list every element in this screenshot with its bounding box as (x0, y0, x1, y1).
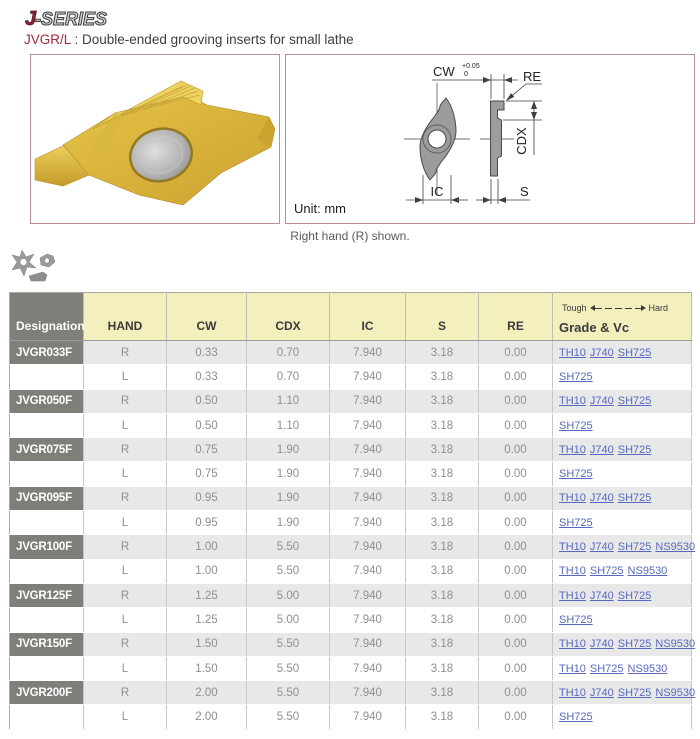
cdx-label: CDX (514, 127, 529, 155)
grades-cell (553, 559, 692, 583)
designation-cell: JVGR200F (10, 681, 84, 705)
hand-cell: L (84, 559, 167, 583)
grade-link[interactable]: SH725 (559, 419, 593, 432)
header-hand: HAND (84, 293, 167, 341)
side-view-insert (491, 101, 505, 176)
re-cell: 0.00 (479, 559, 553, 583)
designation-cell: JVGR125F (10, 583, 84, 607)
re-cell: 0.00 (479, 413, 553, 437)
re-cell: 0.00 (479, 341, 553, 365)
designation-cell: JVGL125F (10, 608, 84, 632)
hand-cell: L (84, 656, 167, 680)
grade-link[interactable]: SH725 (559, 370, 593, 383)
header-designation: Designation (10, 293, 84, 341)
cw-cell: 0.75 (167, 462, 247, 486)
designation-cell: JVGL033F (10, 365, 84, 389)
hand-cell: R (84, 341, 167, 365)
table-row (10, 389, 692, 413)
hand-cell: L (84, 511, 167, 535)
re-cell: 0.00 (479, 632, 553, 656)
re-cell: 0.00 (479, 389, 553, 413)
grade-link[interactable]: SH725 (617, 395, 652, 408)
table-body (10, 341, 696, 730)
grade-link[interactable]: J740 (589, 686, 614, 699)
cdx-cell: 5.50 (247, 681, 330, 705)
grade-link[interactable]: TH10 (559, 346, 586, 359)
grade-link[interactable]: TH10 (559, 589, 586, 602)
grade-link[interactable]: SH725 (559, 711, 593, 724)
cw-cell: 0.75 (167, 438, 247, 462)
ic-cell: 7.940 (330, 681, 406, 705)
ic-cell: 7.940 (330, 705, 406, 729)
cw-tolerance-plus: +0.05 (462, 63, 480, 70)
ic-cell: 7.940 (330, 632, 406, 656)
cdx-cell: 5.50 (247, 656, 330, 680)
header-grade (553, 293, 692, 341)
unit-label: Unit: mm (294, 201, 346, 216)
grades-cell (553, 681, 696, 705)
s-cell: 3.18 (406, 462, 479, 486)
re-cell: 0.00 (479, 438, 553, 462)
cdx-cell: 5.50 (247, 559, 330, 583)
designation-cell: JVGR100F (10, 535, 84, 559)
right-hand-note: Right hand (R) shown. (290, 229, 410, 243)
designation-cell: JVGL200F (10, 705, 84, 729)
grade-link[interactable]: J740 (589, 492, 614, 505)
s-cell: 3.18 (406, 535, 479, 559)
grade-link[interactable]: TH10 (559, 443, 586, 456)
hand-cell: L (84, 365, 167, 389)
table-row (10, 608, 692, 632)
grade-link[interactable]: SH725 (559, 468, 593, 481)
designation-cell: JVGL150F (10, 656, 84, 680)
tough-label: Tough (562, 303, 587, 313)
grade-link[interactable]: SH725 (617, 589, 652, 602)
table-row (10, 438, 692, 462)
s-cell: 3.18 (406, 511, 479, 535)
ic-cell: 7.940 (330, 608, 406, 632)
grade-link[interactable]: SH725 (589, 662, 624, 675)
right-arrow-icon (641, 305, 646, 311)
hand-cell: R (84, 583, 167, 607)
designation-cell: JVGL075F (10, 462, 84, 486)
grade-link[interactable]: J740 (589, 541, 614, 554)
hard-label: Hard (648, 303, 669, 313)
grades-cell (553, 535, 696, 559)
s-cell: 3.18 (406, 632, 479, 656)
ic-cell: 7.940 (330, 462, 406, 486)
grades-cell (553, 438, 692, 462)
ic-cell: 7.940 (330, 583, 406, 607)
designation-cell: JVGR095F (10, 486, 84, 510)
table-row (10, 341, 692, 365)
s-cell: 3.18 (406, 583, 479, 607)
re-cell: 0.00 (479, 583, 553, 607)
grade-link[interactable]: SH725 (617, 541, 652, 554)
cw-cell: 2.00 (167, 681, 247, 705)
table-row (10, 656, 692, 680)
hand-cell: R (84, 389, 167, 413)
ic-cell: 7.940 (330, 365, 406, 389)
designation-cell: JVGR075F (10, 438, 84, 462)
cdx-cell: 1.10 (247, 413, 330, 437)
designation-cell: JVGR150F (10, 632, 84, 656)
j-series-logo (24, 6, 700, 30)
grade-vc-label: Grade & Vc (559, 320, 630, 335)
cdx-cell: 0.70 (247, 341, 330, 365)
ic-cell: 7.940 (330, 535, 406, 559)
hand-cell: R (84, 632, 167, 656)
cdx-cell: 5.00 (247, 583, 330, 607)
designation-cell: JVGR050F (10, 389, 84, 413)
cdx-cell: 5.50 (247, 535, 330, 559)
header-cw: CW (167, 293, 247, 341)
grade-link[interactable]: SH725 (617, 443, 652, 456)
ic-cell: 7.940 (330, 341, 406, 365)
scale-dash-line (595, 308, 641, 309)
front-view-hole (428, 130, 446, 148)
s-cell: 3.18 (406, 438, 479, 462)
hand-cell: R (84, 438, 167, 462)
cw-cell: 1.50 (167, 656, 247, 680)
grade-link[interactable]: J740 (589, 346, 614, 359)
grades-cell (553, 608, 692, 632)
grade-link[interactable]: NS9530 (655, 686, 696, 699)
hand-cell: L (84, 462, 167, 486)
header-s: S (406, 293, 479, 341)
insert-photo (30, 54, 280, 224)
cdx-cell: 5.00 (247, 608, 330, 632)
cw-cell: 2.00 (167, 705, 247, 729)
table-row (10, 583, 692, 607)
cw-cell: 1.25 (167, 608, 247, 632)
table-row (10, 535, 692, 559)
grade-link[interactable]: TH10 (559, 541, 586, 554)
grades-cell (553, 656, 692, 680)
cw-cell: 0.33 (167, 365, 247, 389)
grade-link[interactable]: TH10 (559, 395, 586, 408)
grades-cell (553, 341, 692, 365)
tough-hard-scale (559, 303, 691, 313)
hand-cell: R (84, 535, 167, 559)
designation-cell: JVGL100F (10, 559, 84, 583)
logo-series: -SERIES (35, 9, 108, 29)
ic-cell: 7.940 (330, 486, 406, 510)
s-cell: 3.18 (406, 389, 479, 413)
grades-cell (553, 705, 692, 729)
cdx-cell: 0.70 (247, 365, 330, 389)
grade-link[interactable]: SH725 (617, 492, 652, 505)
designation-cell: JVGL095F (10, 511, 84, 535)
grades-cell (553, 511, 692, 535)
header-re: RE (479, 293, 553, 341)
series-code: JVGR/L (24, 32, 71, 47)
table-row (10, 681, 692, 705)
ic-cell: 7.940 (330, 413, 406, 437)
grade-link[interactable]: J740 (589, 443, 614, 456)
cw-cell: 1.50 (167, 632, 247, 656)
cw-tolerance-zero: 0 (464, 71, 468, 78)
series-description: : Double-ended grooving inserts for small lathe (70, 32, 354, 47)
cdx-cell: 1.90 (247, 438, 330, 462)
grade-link[interactable]: TH10 (559, 638, 586, 651)
s-cell: 3.18 (406, 486, 479, 510)
grade-link[interactable]: SH725 (617, 638, 652, 651)
cdx-cell: 1.90 (247, 486, 330, 510)
grade-link[interactable]: TH10 (559, 492, 586, 505)
cw-cell: 0.95 (167, 511, 247, 535)
cdx-cell: 5.50 (247, 705, 330, 729)
re-cell: 0.00 (479, 681, 553, 705)
ic-cell: 7.940 (330, 389, 406, 413)
cdx-cell: 5.50 (247, 632, 330, 656)
s-cell: 3.18 (406, 608, 479, 632)
re-label: RE (523, 69, 542, 84)
grade-link[interactable]: J740 (589, 395, 614, 408)
grades-cell (553, 486, 692, 510)
insert-thumbnails-icon (9, 248, 700, 288)
grade-link[interactable]: NS9530 (627, 565, 668, 578)
grades-cell (553, 389, 692, 413)
ic-cell: 7.940 (330, 438, 406, 462)
designation-cell: JVGL050F (10, 413, 84, 437)
table-row (10, 559, 692, 583)
grade-link[interactable]: SH725 (617, 346, 652, 359)
s-cell: 3.18 (406, 656, 479, 680)
table-row (10, 413, 692, 437)
header-row (10, 293, 692, 341)
s-cell: 3.18 (406, 413, 479, 437)
cw-cell: 0.95 (167, 486, 247, 510)
designation-cell: JVGR033F (10, 341, 84, 365)
ic-cell: 7.940 (330, 656, 406, 680)
re-cell: 0.00 (479, 462, 553, 486)
re-cell: 0.00 (479, 535, 553, 559)
header-ic: IC (330, 293, 406, 341)
grade-link[interactable]: TH10 (559, 662, 586, 675)
s-cell: 3.18 (406, 559, 479, 583)
cw-cell: 1.25 (167, 583, 247, 607)
table-row (10, 486, 692, 510)
ic-cell: 7.940 (330, 559, 406, 583)
re-cell: 0.00 (479, 608, 553, 632)
grade-link[interactable]: TH10 (559, 686, 586, 699)
re-cell: 0.00 (479, 511, 553, 535)
logo-j: J (25, 8, 37, 30)
grade-link[interactable]: SH725 (559, 613, 593, 626)
table-row (10, 705, 692, 729)
grade-link[interactable]: SH725 (589, 565, 624, 578)
grades-cell (553, 413, 692, 437)
re-cell: 0.00 (479, 705, 553, 729)
page-title (24, 32, 700, 47)
grade-link[interactable]: NS9530 (655, 541, 696, 554)
cdx-cell: 1.90 (247, 511, 330, 535)
grade-link[interactable]: J740 (589, 638, 614, 651)
grades-cell (553, 583, 692, 607)
s-cell: 3.18 (406, 341, 479, 365)
grade-link[interactable]: J740 (589, 589, 614, 602)
grades-cell (553, 365, 692, 389)
grades-cell (553, 632, 696, 656)
grades-cell (553, 462, 692, 486)
s-cell: 3.18 (406, 365, 479, 389)
cw-cell: 0.33 (167, 341, 247, 365)
table-row (10, 365, 692, 389)
grade-link[interactable]: TH10 (559, 565, 586, 578)
cw-cell: 1.00 (167, 535, 247, 559)
s-label: S (520, 184, 529, 199)
grade-link[interactable]: NS9530 (655, 638, 696, 651)
cw-cell: 1.00 (167, 559, 247, 583)
re-cell: 0.00 (479, 486, 553, 510)
cdx-cell: 1.90 (247, 462, 330, 486)
table-row (10, 462, 692, 486)
table-row (10, 511, 692, 535)
cw-label: CW (433, 64, 455, 79)
hand-cell: R (84, 681, 167, 705)
ic-cell: 7.940 (330, 511, 406, 535)
s-cell: 3.18 (406, 705, 479, 729)
s-cell: 3.18 (406, 681, 479, 705)
grade-link[interactable]: SH725 (559, 516, 593, 529)
grade-link[interactable]: SH725 (617, 686, 652, 699)
dimension-drawing (285, 54, 695, 224)
hand-cell: R (84, 486, 167, 510)
header-cdx: CDX (247, 293, 330, 341)
re-cell: 0.00 (479, 656, 553, 680)
grade-link[interactable]: NS9530 (627, 662, 668, 675)
cw-cell: 0.50 (167, 413, 247, 437)
hand-cell: L (84, 413, 167, 437)
re-cell: 0.00 (479, 365, 553, 389)
hand-cell: L (84, 608, 167, 632)
hand-cell: L (84, 705, 167, 729)
spec-table (9, 292, 696, 730)
cdx-cell: 1.10 (247, 389, 330, 413)
ic-label: IC (430, 184, 444, 199)
table-row (10, 632, 692, 656)
cw-cell: 0.50 (167, 389, 247, 413)
